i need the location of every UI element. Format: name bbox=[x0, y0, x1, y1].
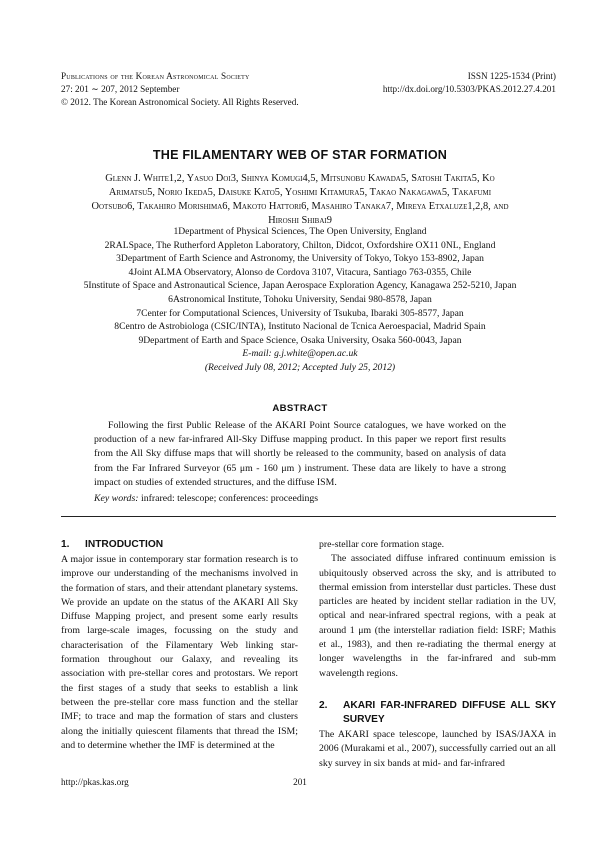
affiliation: 6Astronomical Institute, Tohoku University, Sendai 980-8578, Japan bbox=[168, 293, 432, 305]
affiliation: 1Department of Physical Sciences, The Open University, England bbox=[173, 226, 427, 237]
body-paragraph: A major issue in contemporary star formation research is to improve our understanding of the mechanisms involved in the formation of stars, and their attendant planetary systems. We provide an update on the status of the AKARI All Sky Diffuse Mapping project, and present some early results from large-scale images, focussing on the study and characterisation of the Filamentary Web linking star-formation throughout our Galaxy, and revealing its association with pre-stellar cores and protostars. We report the first stages of a study that seeks to establish a link between the pre-stellar core mass function and the stellar IMF; to trace and map the formation of stars and clusters along the initially quiescent filaments that thread the ISM; and to determine whether the IMF is determined at the bbox=[61, 554, 298, 751]
affiliation: 7Center for Computational Sciences, University of Tsukuba, Ibaraki 305-8577, Japan bbox=[136, 307, 464, 319]
section-divider bbox=[61, 516, 556, 517]
author-line: Ootsubo6, Takahiro Morishima6, Makoto Hattori6, Masahiro Tanaka7, Mireya Etxaluze1,2,8, and bbox=[91, 201, 509, 212]
abstract-heading: ABSTRACT bbox=[272, 403, 328, 414]
affiliation: 8Centro de Astrobiologa (CSIC/INTA), Instituto Nacional de Tcnica Aeroespacial, Madrid Spain bbox=[114, 321, 486, 333]
author-line: Arimatsu5, Norio Ikeda5, Daisuke Kato5, Yoshimi Kitamura5, Takao Nakagawa5, Takafumi bbox=[108, 187, 492, 198]
body-paragraph: The AKARI space telescope, launched by ISAS/JAXA in 2006 (Murakami et al., 2007), successfully carried out an all sky survey in six bands at mid- and far-infrared bbox=[319, 728, 556, 769]
left-column bbox=[61, 538, 298, 753]
footer-url[interactable]: http://pkas.kas.org bbox=[61, 777, 129, 787]
page-number: 201 bbox=[293, 777, 307, 787]
section-spacer bbox=[319, 681, 556, 699]
section-number: 1. bbox=[61, 539, 70, 550]
keywords-text: infrared: telescope; conferences: proceedings bbox=[141, 493, 319, 504]
section-heading-introduction bbox=[61, 538, 298, 552]
right-column bbox=[319, 538, 556, 771]
paper-title: THE FILAMENTARY WEB OF STAR FORMATION bbox=[152, 148, 448, 162]
section-title: AKARI FAR-INFRARED DIFFUSE ALL SKY SURVEY bbox=[343, 699, 556, 725]
affiliation: 5Institute of Space and Astronautical Science, Japan Aerospace Exploration Agency, Kanagawa 252-5210, Japan bbox=[83, 280, 517, 292]
author-line: Glenn J. White1,2, Yasuo Doi3, Shinya Komugi4,5, Mitsunobu Kawada5, Satoshi Takita5, Ko bbox=[105, 173, 495, 184]
journal-header bbox=[61, 70, 299, 109]
affiliation: 3Department of Earth Science and Astronomy, the University of Tokyo, Tokyo 153-8902, Japan bbox=[116, 253, 484, 265]
section-number: 2. bbox=[319, 699, 328, 711]
keywords-label: Key words: bbox=[94, 493, 139, 504]
received-dates: (Received July 08, 2012; Accepted July 25, 2012) bbox=[204, 361, 396, 373]
abstract-text: Following the first Public Release of the AKARI Point Source catalogues, we have worked on the production of a new far-infrared All-Sky Diffuse mapping product. In this paper we report first results from the All Sky diffuse maps that will shortly be released to the community, based on analysis of data from the Far Infrared Surveyor (65 μm - 160 μm ) instrument. These data are likely to have a strong impact on studies of extended structures, and the diffuse ISM. bbox=[94, 420, 506, 488]
body-paragraph: The associated diffuse infrared continuum emission is ubiquitously observed across the sky, and is attributed to thermal emission from interstellar dust particles. These dust particles are heated by incident stellar radiation in the UV, optical and near-infrared spectral regions, with a peak at around 1 μm (the interstellar radiation field: ISRF; Mathis et al., 1983), and then re-radiating the thermal energy at longer wavelengths in the far-infrared and sub-mm wavelength regions. bbox=[319, 553, 556, 679]
doi-link[interactable]: http://dx.doi.org/10.5303/PKAS.2012.27.4.201 bbox=[382, 84, 556, 94]
body-paragraph-continued: pre-stellar core formation stage. bbox=[319, 539, 445, 550]
author-line: Hiroshi Shibai9 bbox=[268, 215, 332, 226]
affiliation: 9Department of Earth and Space Science, Osaka University, Osaka 560-0043, Japan bbox=[138, 334, 462, 346]
affiliation: 4Joint ALMA Observatory, Alonso de Cordova 3107, Vitacura, Santiago 763-0355, Chile bbox=[128, 266, 472, 278]
author-email[interactable]: E-mail: g.j.white@open.ac.uk bbox=[242, 348, 358, 360]
author-list bbox=[88, 172, 512, 228]
journal-name: Publications of the Korean Astronomical Society bbox=[61, 71, 250, 81]
issn: ISSN 1225-1534 (Print) bbox=[467, 71, 556, 81]
section-title: INTRODUCTION bbox=[85, 539, 164, 550]
copyright-line: © 2012. The Korean Astronomical Society. All Rights Reserved. bbox=[61, 97, 299, 107]
keywords bbox=[94, 492, 506, 506]
volume-info: 27: 201 ∼ 207, 2012 September bbox=[61, 84, 180, 94]
issn-header bbox=[383, 70, 556, 96]
section-heading-akari-survey bbox=[319, 699, 556, 727]
affiliations bbox=[58, 225, 542, 375]
affiliation: 2RALSpace, The Rutherford Appleton Laboratory, Chilton, Didcot, Oxfordshire OX11 0NL, England bbox=[104, 239, 496, 251]
